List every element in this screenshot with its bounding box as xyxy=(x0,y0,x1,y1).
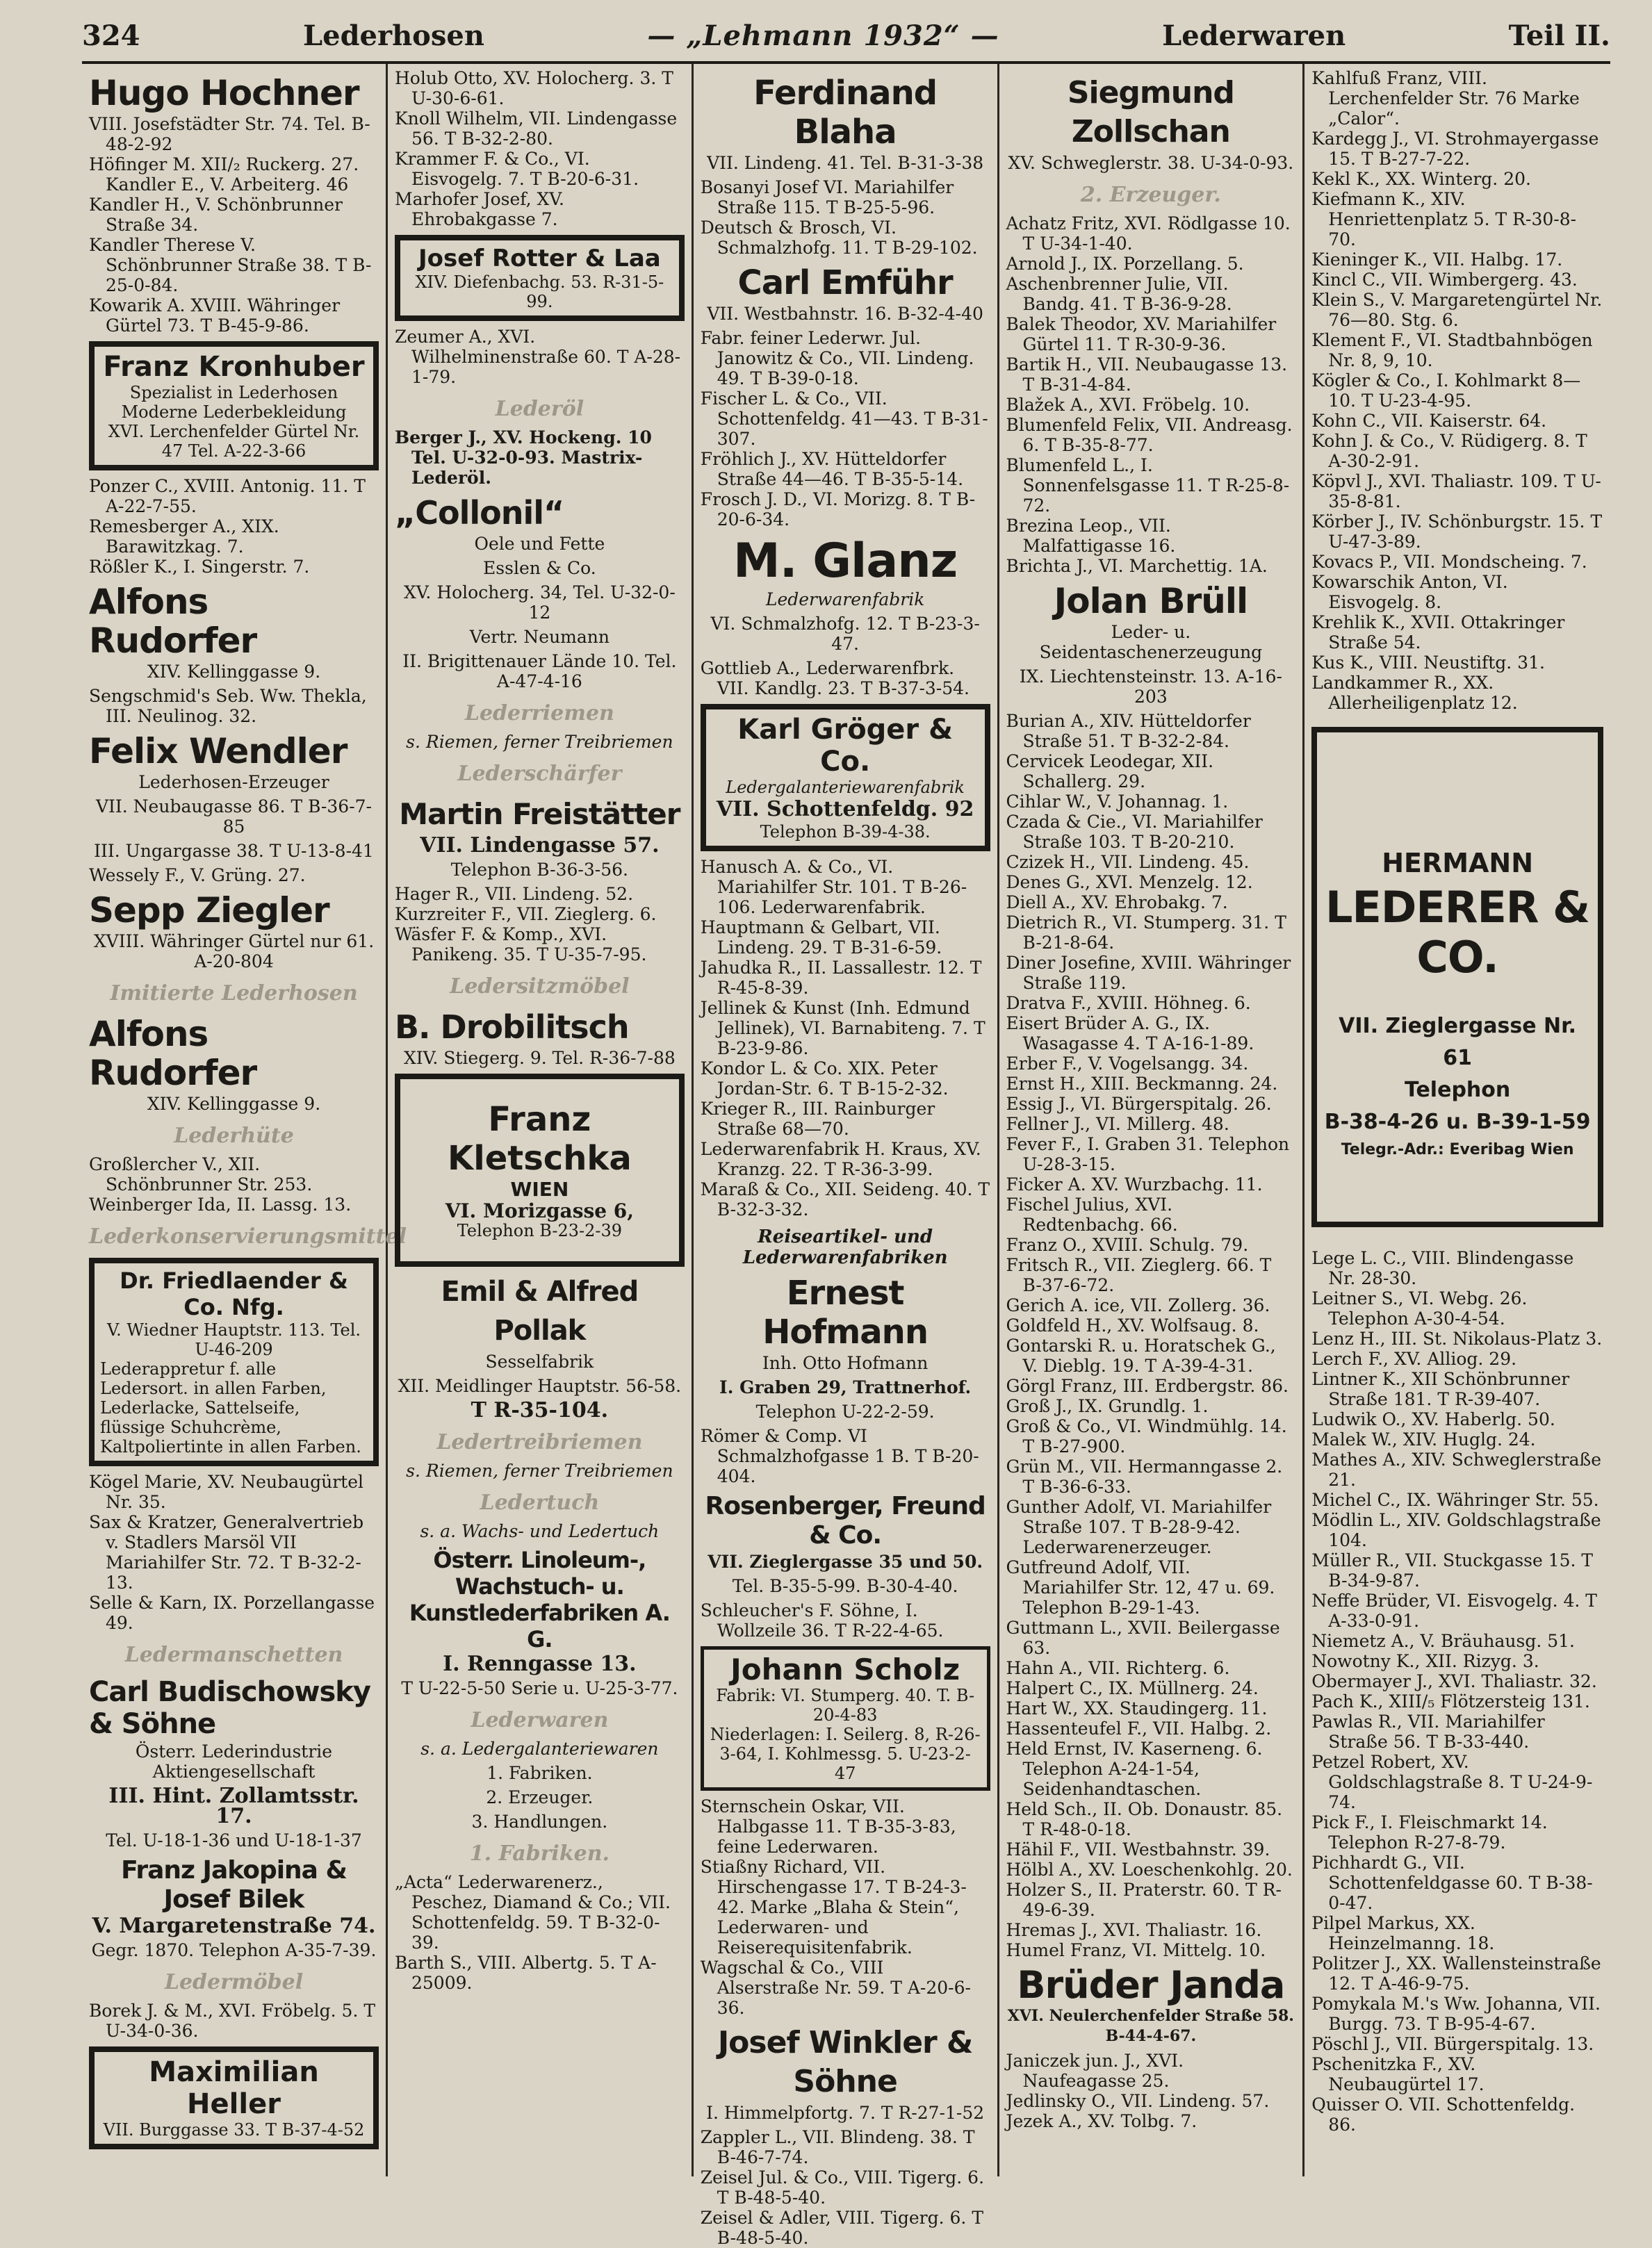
ad-box-title: Johann Scholz xyxy=(730,1652,960,1687)
section-heading: Lederriemen xyxy=(464,701,614,725)
entry: Pilpel Markus, XX. Heinzelmanng. 18. xyxy=(1311,1913,1495,1953)
entry: Pomykala M.'s Ww. Johanna, VII. Burgg. 73. T B-95-4-67. xyxy=(1311,1994,1601,2034)
ad-title: Jolan Brüll xyxy=(1054,581,1248,621)
entry: Hager R., VII. Lindeng. 52. xyxy=(395,884,634,904)
ad-box-title: Dr. Friedlaender & Co. Nfg. xyxy=(120,1267,348,1320)
entry: Schleucher's F. Söhne, I. Wollzeile 36. T R-22-4-65. xyxy=(700,1600,944,1641)
ad-box-line: XVI. Lerchenfelder Gürtel Nr. 47 Tel. A-22-3-66 xyxy=(108,422,360,461)
section-note: s. a. Ledergalanteriewaren xyxy=(420,1739,659,1759)
ad-line: I. Himmelpfortg. 7. T R-27-1-52 xyxy=(706,2103,985,2123)
ad-line: Leder- u. Seidentaschenerzeugung xyxy=(1039,622,1263,662)
entry: Kieninger K., VII. Halbg. 17. xyxy=(1311,249,1563,270)
entry: Blažek A., XVI. Fröbelg. 10. xyxy=(1006,395,1250,415)
ad-line: XVIII. Währinger Gürtel nur 61. A-20-804 xyxy=(93,931,375,971)
section-heading: Ledermöbel xyxy=(164,1970,304,1994)
ad-box xyxy=(89,341,379,470)
ad-box xyxy=(701,1646,990,1791)
entry: Neffe Brüder, VI. Eisvogelg. 4. T A-33-0-91. xyxy=(1311,1591,1597,1631)
lederer-ad-box xyxy=(1311,727,1603,1227)
entry: Malek W., XIV. Huglg. 24. xyxy=(1311,1429,1536,1450)
list-item: 1. Fabriken. xyxy=(486,1763,593,1783)
ad-title: B. Drobilitsch xyxy=(395,1008,629,1046)
ad-line: V. Margaretenstraße 74. xyxy=(92,1914,376,1938)
entry: Kardegg J., VI. Strohmayergasse 15. T B-27-7-22. xyxy=(1311,129,1599,169)
entry: Gerich A. ice, VII. Zollerg. 36. xyxy=(1006,1295,1270,1315)
entry: Gottlieb A., Lederwarenfbrk. VII. Kandlg. 23. T B-37-3-54. xyxy=(700,658,970,698)
entry: Humel Franz, VI. Mittelg. 10. xyxy=(1006,1940,1266,1960)
ad-line: Lederwarenfabrik xyxy=(765,589,925,609)
entry: Lintner K., XII Schönbrunner Straße 181. T R-39-407. xyxy=(1311,1369,1570,1409)
entry: Brezina Leop., VII. Malfattigasse 16. xyxy=(1006,516,1176,556)
entry: Fischel Julius, XVI. Redtenbachg. 66. xyxy=(1006,1195,1178,1235)
ad-box-line: VI. Morizgasse 6, xyxy=(445,1199,635,1222)
entry: Krammer F. & Co., VI. Eisvogelg. 7. T B-20-6-31. xyxy=(395,149,639,189)
entry: Kincl C., VII. Wimbergerg. 43. xyxy=(1311,270,1578,290)
entry: Pichhardt G., VII. Schottenfeldgasse 60. T B-38-0-47. xyxy=(1311,1853,1593,1913)
entry: Klein S., V. Margaretengürtel Nr. 76—80. Stg. 6. xyxy=(1311,290,1603,330)
ad-box-line: VII. Schottenfeldg. 92 xyxy=(716,797,974,821)
column-1 xyxy=(82,64,407,2176)
entry: Cervicek Leodegar, XII. Schallerg. 29. xyxy=(1006,751,1214,791)
section-heading: Lederwaren xyxy=(471,1708,609,1732)
ad-box-line: HERMANN xyxy=(1382,848,1534,878)
ad-box-line: VII. Zieglergasse Nr. 61 xyxy=(1339,1014,1577,1070)
ad-box xyxy=(395,1074,685,1267)
ad-line: XV. Holocherg. 34, Tel. U-32-0-12 xyxy=(403,582,676,623)
entry: Leitner S., VI. Webg. 26. Telephon A-30-4-54. xyxy=(1311,1288,1528,1329)
entry: Czada & Cie., VI. Mariahilfer Straße 103. T B-20-210. xyxy=(1006,812,1263,852)
entry: Holzer S., II. Praterstr. 60. T R-49-6-39. xyxy=(1006,1880,1282,1920)
ad-line: XV. Schweglerstr. 38. U-34-0-93. xyxy=(1008,153,1294,173)
ad-title: Brüder Janda xyxy=(1017,1963,1285,2007)
section-heading: Lederkonservierungsmittel xyxy=(89,1224,407,1249)
entry: Held Ernst, IV. Kaserneng. 6. Telephon A-24-1-54, Seidenhandtaschen. xyxy=(1006,1739,1263,1799)
ad-line: XIV. Stiegerg. 9. Tel. R-36-7-88 xyxy=(403,1048,676,1068)
ad-line: T U-22-5-50 Serie u. U-25-3-77. xyxy=(401,1678,678,1698)
entry: Cihlar W., V. Johannag. 1. xyxy=(1006,791,1229,812)
ad-line: Telephon U-22-2-59. xyxy=(755,1402,935,1422)
entry: Obermayer J., XVI. Thaliastr. 32. xyxy=(1311,1671,1597,1691)
ad-line: II. Brigittenauer Lände 10. Tel. A-47-4-16 xyxy=(402,651,677,691)
entry: Lerch F., XV. Alliog. 29. xyxy=(1311,1349,1517,1369)
ad-title: Josef Winkler & Söhne xyxy=(717,2025,973,2099)
ad-box-line: Ledergalanteriewarenfabrik xyxy=(726,778,965,797)
ad-line: Vertr. Neumann xyxy=(469,627,610,647)
entry: Balek Theodor, XV. Mariahilfer Gürtel 11. T R-30-9-36. xyxy=(1006,314,1277,354)
ad-box-line: Niederlagen: I. Seilerg. 8, R-26-3-64, I. Kohlmessg. 5. U-23-2-47 xyxy=(710,1725,981,1783)
entry: Stiaßny Richard, VII. Hirschengasse 17. T B-24-3-42. Marke „Blaha & Stein“, Lederwaren- und Reiserequisitenfabrik. xyxy=(700,1857,967,1958)
entry: Marhofer Josef, XV. Ehrobakgasse 7. xyxy=(395,189,564,229)
entry: Ficker A. XV. Wurzbachg. 11. xyxy=(1006,1174,1263,1195)
column-4 xyxy=(999,64,1305,2176)
section-heading: Ledersitzmöbel xyxy=(450,974,630,999)
entry: Zeisel Jul. & Co., VIII. Tigerg. 6. T B-48-5-40. xyxy=(700,2167,985,2208)
entry: Hanusch A. & Co., VI. Mariahilfer Str. 101. T B-26-106. Lederwarenfabrik. xyxy=(700,857,967,917)
entry: Römer & Comp. VI Schmalzhofgasse 1 B. T B-20-404. xyxy=(700,1426,979,1486)
ad-line: VII. Lindengasse 57. xyxy=(420,833,660,858)
header-part: Teil II. xyxy=(1508,19,1610,52)
entry: Remesberger A., XIX. Barawitzkag. 7. xyxy=(89,516,279,557)
ad-title: Franz Jakopina & Josef Bilek xyxy=(121,1856,347,1914)
ad-title: M. Glanz xyxy=(733,534,958,589)
entry: Barth S., VIII. Albertg. 5. T A-25009. xyxy=(395,1953,657,1993)
ad-box-title: Josef Rotter & Laa xyxy=(418,245,661,272)
list-item: 2. Erzeuger. xyxy=(486,1787,594,1807)
entry: Borek J. & M., XVI. Fröbelg. 5. T U-34-0-36. xyxy=(89,2001,376,2041)
entry: Hremas J., XVI. Thaliastr. 16. xyxy=(1006,1920,1262,1940)
ad-line: Inh. Otto Hofmann xyxy=(762,1353,929,1373)
entry: Hart W., XX. Staudingerg. 11. xyxy=(1006,1698,1268,1718)
ad-title: Martin Freistätter xyxy=(399,797,680,831)
entry: Ludwik O., XV. Haberlg. 50. xyxy=(1311,1409,1555,1429)
entry: Höfinger M. XII/₂ Ruckerg. 27. Kandler E., V. Arbeiterg. 46 xyxy=(89,154,359,195)
entry: Diell A., XV. Ehrobakg. 7. xyxy=(1006,892,1228,912)
ad-line: XIV. Kellinggasse 9. xyxy=(147,1094,321,1114)
ad-title: Ernest Hofmann xyxy=(762,1274,929,1352)
entry: Gontarski R. u. Horatschek G., V. Dieblg. 19. T A-39-4-31. xyxy=(1006,1336,1276,1376)
ad-line: VII. Neubaugasse 86. T B-36-7-85 xyxy=(95,796,372,837)
entry: Kandler H., V. Schönbrunner Straße 34. xyxy=(89,195,343,235)
section-heading: Reiseartikel- und Lederwarenfabriken xyxy=(742,1226,948,1268)
ad-box-title: Maximilian Heller xyxy=(149,2056,319,2120)
entry: Aschenbrenner Julie, VII. Bandg. 41. T B-36-9-28. xyxy=(1006,274,1232,314)
ad-line: I. Graben 29, Trattnerhof. xyxy=(719,1377,972,1397)
entry: Gutfreund Adolf, VII. Mariahilfer Str. 12, 47 u. 69. Telephon B-29-1-43. xyxy=(1006,1557,1275,1618)
entry: Ponzer C., XVIII. Antonig. 11. T A-22-7-55. xyxy=(89,476,366,516)
entry: Niemetz A., V. Bräuhausg. 51. xyxy=(1311,1631,1575,1651)
ad-line: Tel. U-18-1-36 und U-18-1-37 xyxy=(106,1830,362,1851)
ad-box-title: Franz Kronhuber xyxy=(103,351,365,383)
ad-line: Gegr. 1870. Telephon A-35-7-39. xyxy=(91,1940,377,1960)
ad-box-line: Fabrik: VI. Stumperg. 40. T. B-20-4-83 xyxy=(716,1686,975,1725)
entry: Fever F., I. Graben 31. Telephon U-28-3-15. xyxy=(1006,1134,1290,1174)
entry: Rößler K., I. Singerstr. 7. xyxy=(89,557,310,577)
ad-line: XVI. Neulerchenfelder Straße 58. B-44-4-67. xyxy=(1007,2007,1294,2045)
entry: Erber F., V. Vogelsangg. 34. xyxy=(1006,1053,1249,1074)
ad-line: VII. Westbahnstr. 16. B-32-4-40 xyxy=(707,304,983,324)
ad-line: IX. Liechtensteinstr. 13. A-16-203 xyxy=(1019,666,1282,707)
entry: Müller R., VII. Stuckgasse 15. T B-34-9-87. xyxy=(1311,1550,1594,1591)
section-heading: Imitierte Lederhosen xyxy=(110,981,358,1006)
entry: Zeumer A., XVI. Wilhelminenstraße 60. T A-28-1-79. xyxy=(395,327,681,387)
entry: Knoll Wilhelm, VII. Lindengasse 56. T B-32-2-80. xyxy=(395,108,678,149)
entry: Lederwarenfabrik H. Kraus, XV. Kranzg. 22. T R-36-3-99. xyxy=(700,1139,981,1179)
entry: Jahudka R., II. Lassallestr. 12. T R-45-8-39. xyxy=(700,958,982,998)
page-number: 324 xyxy=(82,19,140,52)
header-right: Lederwaren xyxy=(1162,19,1346,52)
entry: Zappler L., VII. Blindeng. 38. T B-46-7-74. xyxy=(700,2127,975,2167)
ad-line: VI. Schmalzhofg. 12. T B-23-3-47. xyxy=(710,614,980,654)
ad-title: Hugo Hochner xyxy=(89,73,359,113)
section-note: s. Riemen, ferner Treibriemen xyxy=(406,1461,673,1481)
ad-line: VII. Zieglergasse 35 und 50. xyxy=(708,1552,983,1572)
entry: Kowarik A. XVIII. Währinger Gürtel 73. T B-45-9-86. xyxy=(89,295,341,336)
entry: Wagschal & Co., VIII Alserstraße Nr. 59. T A-20-6-36. xyxy=(700,1958,971,2018)
entry: Landkammer R., XX. Allerheiligenplatz 12. xyxy=(1311,673,1518,713)
entry: Mödlin L., XIV. Goldschlagstraße 104. xyxy=(1311,1510,1601,1550)
entry: Fritsch R., VII. Zieglerg. 66. T B-37-6-72. xyxy=(1006,1255,1272,1295)
ad-line: III. Ungargasse 38. T U-13-8-41 xyxy=(94,841,374,861)
entry: Kurzreiter F., VII. Zieglerg. 6. xyxy=(395,904,657,924)
ad-title: Siegmund Zollschan xyxy=(1067,75,1234,149)
entry: Mathes A., XIV. Schweglerstraße 21. xyxy=(1311,1450,1602,1490)
entry: Denes G., XVI. Menzelg. 12. xyxy=(1006,872,1253,892)
ad-box-line: Lederappretur f. alle Ledersort. in allen Farben, Lederlacke, Sattelseife, flüssige Schuhcrème, Kaltpoliertinte in allen Farben. xyxy=(100,1359,361,1457)
entry: Körber J., IV. Schönburgstr. 15. T U-47-3-89. xyxy=(1311,511,1603,552)
entry: Sengschmid's Seb. Ww. Thekla, III. Neulinog. 32. xyxy=(89,686,367,726)
entry: Wäsfer F. & Komp., XVI. Panikeng. 35. T U-35-7-95. xyxy=(395,924,647,965)
entry: Kus K., VIII. Neustiftg. 31. xyxy=(1311,653,1545,673)
ad-line: Lederhosen-Erzeuger xyxy=(138,772,329,792)
ad-box-line: Spezialist in Lederhosen xyxy=(129,383,338,402)
ad-title: Emil & Alfred Pollak xyxy=(441,1276,639,1347)
ad-box-line: Telephon B-23-2-39 xyxy=(457,1221,623,1240)
entry: Hassenteufel F., VII. Halbg. 2. xyxy=(1006,1718,1272,1739)
entry: Fellner J., VI. Millerg. 48. xyxy=(1006,1114,1229,1134)
entry: Gunther Adolf, VI. Mariahilfer Straße 107. T B-28-9-42. Lederwarenerzeuger. xyxy=(1006,1497,1272,1557)
entry: Czizek H., VII. Lindeng. 45. xyxy=(1006,852,1250,872)
ad-box xyxy=(701,704,990,851)
entry: Arnold J., IX. Porzellang. 5. xyxy=(1006,254,1244,274)
ad-line: I. Renngasse 13. xyxy=(443,1652,637,1676)
entry: Kovacs P., VII. Mondscheing. 7. xyxy=(1311,552,1587,572)
entry: Deutsch & Brosch, VI. Schmalzhofg. 11. T B-29-102. xyxy=(700,218,978,258)
entry: Diner Josefine, XVIII. Währinger Straße 119. xyxy=(1006,953,1291,993)
entry: Dratva F., XVIII. Höhneg. 6. xyxy=(1006,993,1251,1013)
section-heading: Lederhüte xyxy=(174,1124,294,1148)
column-3 xyxy=(694,64,999,2248)
entry: Pawlas R., VII. Mariahilfer Straße 56. T B-33-440. xyxy=(1311,1712,1545,1752)
entry: Kohn J. & Co., V. Rüdigerg. 8. T A-30-2-91. xyxy=(1311,431,1587,471)
ad-title: Alfons Rudorfer xyxy=(89,582,257,661)
ad-box-line: B-38-4-26 u. B-39-1-59 xyxy=(1324,1110,1591,1134)
ad-line: VII. Lindeng. 41. Tel. B-31-3-38 xyxy=(707,153,984,173)
ad-box-title: LEDERER & CO. xyxy=(1325,882,1590,983)
entry: Kohn C., VII. Kaiserstr. 64. xyxy=(1311,411,1547,431)
entry: Holub Otto, XV. Holocherg. 3. T U-30-6-61. xyxy=(395,68,673,108)
entry: Fischer L. & Co., VII. Schottenfeldg. 41—43. T B-31-307. xyxy=(700,388,988,449)
entry: Hölbl A., XV. Loeschenkohlg. 20. xyxy=(1006,1860,1293,1880)
ad-box-line: VII. Burggasse 33. T B-37-4-52 xyxy=(103,2120,365,2140)
entry: Krehlik K., XVII. Ottakringer Straße 54. xyxy=(1311,612,1565,653)
ad-line: T R-35-104. xyxy=(471,1398,609,1422)
entry: Janiczek jun. J., XVI. Naufeagasse 25. xyxy=(1006,2051,1184,2091)
ad-box-line: WIEN xyxy=(510,1178,569,1201)
entry: Klement F., VI. Stadtbahnbögen Nr. 8, 9, 10. xyxy=(1311,330,1593,370)
entry: Sternschein Oskar, VII. Halbgasse 11. T B-35-3-83, feine Lederwaren. xyxy=(700,1796,956,1857)
entry: Lege L. C., VIII. Blindengasse Nr. 28-30. xyxy=(1311,1248,1574,1288)
ad-line: Telephon B-36-3-56. xyxy=(450,860,628,880)
section-note: s. a. Wachs- und Ledertuch xyxy=(420,1521,660,1541)
entry: Bartik H., VII. Neubaugasse 13. T B-31-4-84. xyxy=(1006,354,1288,395)
entry: Maraß & Co., XII. Seideng. 40. T B-32-3-32. xyxy=(700,1179,990,1220)
entry: Pick F., I. Fleischmarkt 14. Telephon R-27-8-79. xyxy=(1311,1812,1548,1853)
entry: Hauptmann & Gelbart, VII. Lindeng. 29. T B-31-6-59. xyxy=(700,917,942,958)
entry: Großlercher V., XII. Schönbrunner Str. 253. xyxy=(89,1154,313,1195)
ad-box-line: XIV. Diefenbachg. 53. R-31-5-99. xyxy=(415,272,664,311)
ad-title: Sepp Ziegler xyxy=(89,890,329,930)
ad-title: Ferdinand Blaha xyxy=(753,74,938,151)
entry: Kögel Marie, XV. Neubaugürtel Nr. 35. xyxy=(89,1472,363,1512)
entry: Blumenfeld L., I. Sonnenfelsgasse 11. T R-25-8-72. xyxy=(1006,455,1290,516)
entry: Ernst H., XIII. Beckmanng. 24. xyxy=(1006,1074,1278,1094)
entry: Eisert Brüder A. G., IX. Wasagasse 4. T A-16-1-89. xyxy=(1006,1013,1254,1053)
entry: Kandler Therese V. Schönbrunner Straße 38. T B-25-0-84. xyxy=(89,235,372,295)
ad-box-line: V. Wiedner Hauptstr. 113. Tel. U-46-209 xyxy=(106,1320,361,1359)
column-5 xyxy=(1305,64,1610,2176)
ad-box-line: Telephon xyxy=(1404,1078,1511,1102)
ad-line: Sesselfabrik xyxy=(485,1352,594,1372)
section-heading: Lederschärfer xyxy=(457,762,622,786)
ad-box xyxy=(89,1258,379,1466)
page-header xyxy=(82,19,1610,64)
column-2 xyxy=(388,64,694,2176)
entry: Groß J., IX. Grundlg. 1. xyxy=(1006,1396,1209,1416)
entry: Jedlinsky O., VII. Lindeng. 57. xyxy=(1006,2091,1270,2111)
entry: Nowotny K., XII. Rizyg. 3. xyxy=(1311,1651,1539,1671)
entry: Sax & Kratzer, Generalvertrieb v. Stadlers Marsöl VII Mariahilfer Str. 72. T B-32-2-13. xyxy=(89,1512,364,1593)
entry: Grün M., VII. Hermanngasse 2. T B-36-6-33. xyxy=(1006,1457,1283,1497)
header-left: Lederhosen xyxy=(303,19,484,52)
entry: Politzer J., XX. Wallensteinstraße 12. T A-46-9-75. xyxy=(1311,1953,1601,1994)
entry: Görgl Franz, III. Erdbergstr. 86. xyxy=(1006,1376,1289,1396)
entry: Kögler & Co., I. Kohlmarkt 8—10. T U-23-4-95. xyxy=(1311,370,1581,411)
section-heading: Ledermanschetten xyxy=(124,1643,343,1667)
ad-title: Carl Budischowsky & Söhne xyxy=(89,1676,370,1740)
ad-box-line: Telegr.-Adr.: Everibag Wien xyxy=(1341,1141,1574,1158)
entry: Kahlfuß Franz, VIII. Lerchenfelder Str. 76 Marke „Calor“. xyxy=(1311,68,1580,129)
entry: Zeisel & Adler, VIII. Tigerg. 6. T B-48-5-40. xyxy=(700,2208,983,2248)
header-center: — „Lehmann 1932“ — xyxy=(647,19,999,52)
ad-box-title: Karl Gröger & Co. xyxy=(737,714,953,778)
ad-line: Österr. Lederindustrie Aktiengesellschaft xyxy=(135,1741,333,1782)
section-heading: Lederöl xyxy=(495,397,584,421)
section-heading: 2. Erzeuger. xyxy=(1080,183,1221,207)
ad-line: XIV. Kellinggasse 9. xyxy=(147,662,321,682)
entry: Weinberger Ida, II. Lassg. 13. xyxy=(89,1195,352,1215)
entry: Brichta J., VI. Marchettig. 1A. xyxy=(1006,556,1268,576)
entry: Kondor L. & Co. XIX. Peter Jordan-Str. 6. T B-15-2-32. xyxy=(700,1058,949,1099)
entry: Michel C., IX. Währinger Str. 55. xyxy=(1311,1490,1599,1510)
entry: Berger J., XV. Hockeng. 10 Tel. U-32-0-93. Mastrix-Lederöl. xyxy=(395,427,652,488)
ad-title: Rosenberger, Freund & Co. xyxy=(705,1492,986,1550)
entry: Halpert C., IX. Müllnerg. 24. xyxy=(1006,1678,1259,1698)
ad-title: Felix Wendler xyxy=(89,731,347,771)
entry: Pöschl J., VII. Bürgerspitalg. 13. xyxy=(1311,2034,1594,2054)
entry: Jellinek & Kunst (Inh. Edmund Jellinek), VI. Barnabiteng. 7. T B-23-9-86. xyxy=(700,998,986,1058)
entry: Groß & Co., VI. Windmühlg. 14. T B-27-900. xyxy=(1006,1416,1287,1457)
ad-box-line: Telephon B-39-4-38. xyxy=(760,822,931,842)
ad-line: Tel. B-35-5-99. B-30-4-40. xyxy=(732,1576,958,1596)
ad-line: III. Hint. Zollamtsstr. 17. xyxy=(108,1784,359,1828)
entry: Dietrich R., VI. Stumperg. 31. T B-21-8-64. xyxy=(1006,912,1286,953)
entry: Quisser O. VII. Schottenfeldg. 86. xyxy=(1311,2094,1576,2135)
ad-line: Esslen & Co. xyxy=(483,558,596,578)
entry: Wessely F., V. Grüng. 27. xyxy=(89,865,306,885)
ad-line: Oele und Fette xyxy=(474,534,605,554)
ad-box-title: Franz Kletschka xyxy=(448,1100,632,1178)
entry: Petzel Robert, XV. Goldschlagstraße 8. T U-24-9-74. xyxy=(1311,1752,1593,1812)
ad-box-line: Moderne Lederbekleidung xyxy=(121,402,347,422)
entry: Krieger R., III. Rainburger Straße 68—70. xyxy=(700,1099,935,1139)
ad-line: XII. Meidlinger Hauptstr. 56-58. xyxy=(398,1376,682,1396)
entry: Selle & Karn, IX. Porzellangasse 49. xyxy=(89,1593,375,1633)
section-heading: Ledertuch xyxy=(480,1491,600,1515)
entry: „Acta“ Lederwarenerz., Peschez, Diamand & Co.; VII. Schottenfeldg. 59. T B-32-0-39. xyxy=(395,1872,671,1953)
ad-title: Alfons Rudorfer xyxy=(89,1014,257,1093)
entry: Hahn A., VII. Richterg. 6. xyxy=(1006,1658,1230,1678)
entry: Achatz Fritz, XVI. Rödlgasse 10. T U-34-1-40. xyxy=(1006,213,1291,254)
entry: Pach K., XIII/₅ Flötzersteig 131. xyxy=(1311,1691,1590,1712)
section-heading: 1. Fabriken. xyxy=(469,1841,610,1866)
entry: Essig J., VI. Bürgerspitalg. 26. xyxy=(1006,1094,1272,1114)
entry: Fabr. feiner Lederwr. Jul. Janowitz & Co., VII. Lindeng. 49. T B-39-0-18. xyxy=(700,328,974,388)
section-heading: Ledertreibriemen xyxy=(436,1430,643,1454)
ad-box xyxy=(395,235,685,321)
entry: Fröhlich J., XV. Hütteldorfer Straße 44—46. T B-35-5-14. xyxy=(700,449,964,489)
section-note: s. Riemen, ferner Treibriemen xyxy=(406,732,673,752)
entry: Hähil F., VII. Westbahnstr. 39. xyxy=(1006,1839,1270,1860)
entry: Pschenitzka F., XV. Neubaugürtel 17. xyxy=(1311,2054,1485,2094)
entry: Kekl K., XX. Winterg. 20. xyxy=(1311,169,1531,189)
ad-box xyxy=(89,2046,379,2149)
ad-title: Österr. Linoleum-, Wachstuch- u. Kunstlederfabriken A. G. xyxy=(409,1547,670,1652)
entry: Kiefmann K., XIV. Henriettenplatz 5. T R-30-8-70. xyxy=(1311,189,1577,249)
columns xyxy=(82,64,1610,2248)
entry: Blumenfeld Felix, VII. Andreasg. 6. T B-35-8-77. xyxy=(1006,415,1293,455)
entry: Guttmann L., XVII. Beilergasse 63. xyxy=(1006,1618,1280,1658)
entry: Franz O., XVIII. Schulg. 79. xyxy=(1006,1235,1249,1255)
list-item: 3. Handlungen. xyxy=(471,1812,608,1832)
ad-title: Carl Emführ xyxy=(737,263,953,302)
ad-line: VIII. Josefstädter Str. 74. Tel. B-48-2-92 xyxy=(89,114,370,154)
entry: Köpvl J., XVI. Thaliastr. 109. T U-35-8-81. xyxy=(1311,471,1601,511)
entry: Lenz H., III. St. Nikolaus-Platz 3. xyxy=(1311,1329,1603,1349)
entry: Kowarschik Anton, VI. Eisvogelg. 8. xyxy=(1311,572,1508,612)
entry: Held Sch., II. Ob. Donaustr. 85. T R-48-0-18. xyxy=(1006,1799,1283,1839)
entry: Burian A., XIV. Hütteldorfer Straße 51. T B-32-2-84. xyxy=(1006,711,1251,751)
entry: Jezek A., XV. Tolbg. 7. xyxy=(1006,2111,1197,2131)
entry: Goldfeld H., XV. Wolfsaug. 8. xyxy=(1006,1315,1259,1336)
entry: Bosanyi Josef VI. Mariahilfer Straße 115. T B-25-5-96. xyxy=(700,177,954,218)
entry: Frosch J. D., VI. Morizg. 8. T B-20-6-34. xyxy=(700,489,976,530)
ad-title: „Collonil“ xyxy=(395,494,564,532)
